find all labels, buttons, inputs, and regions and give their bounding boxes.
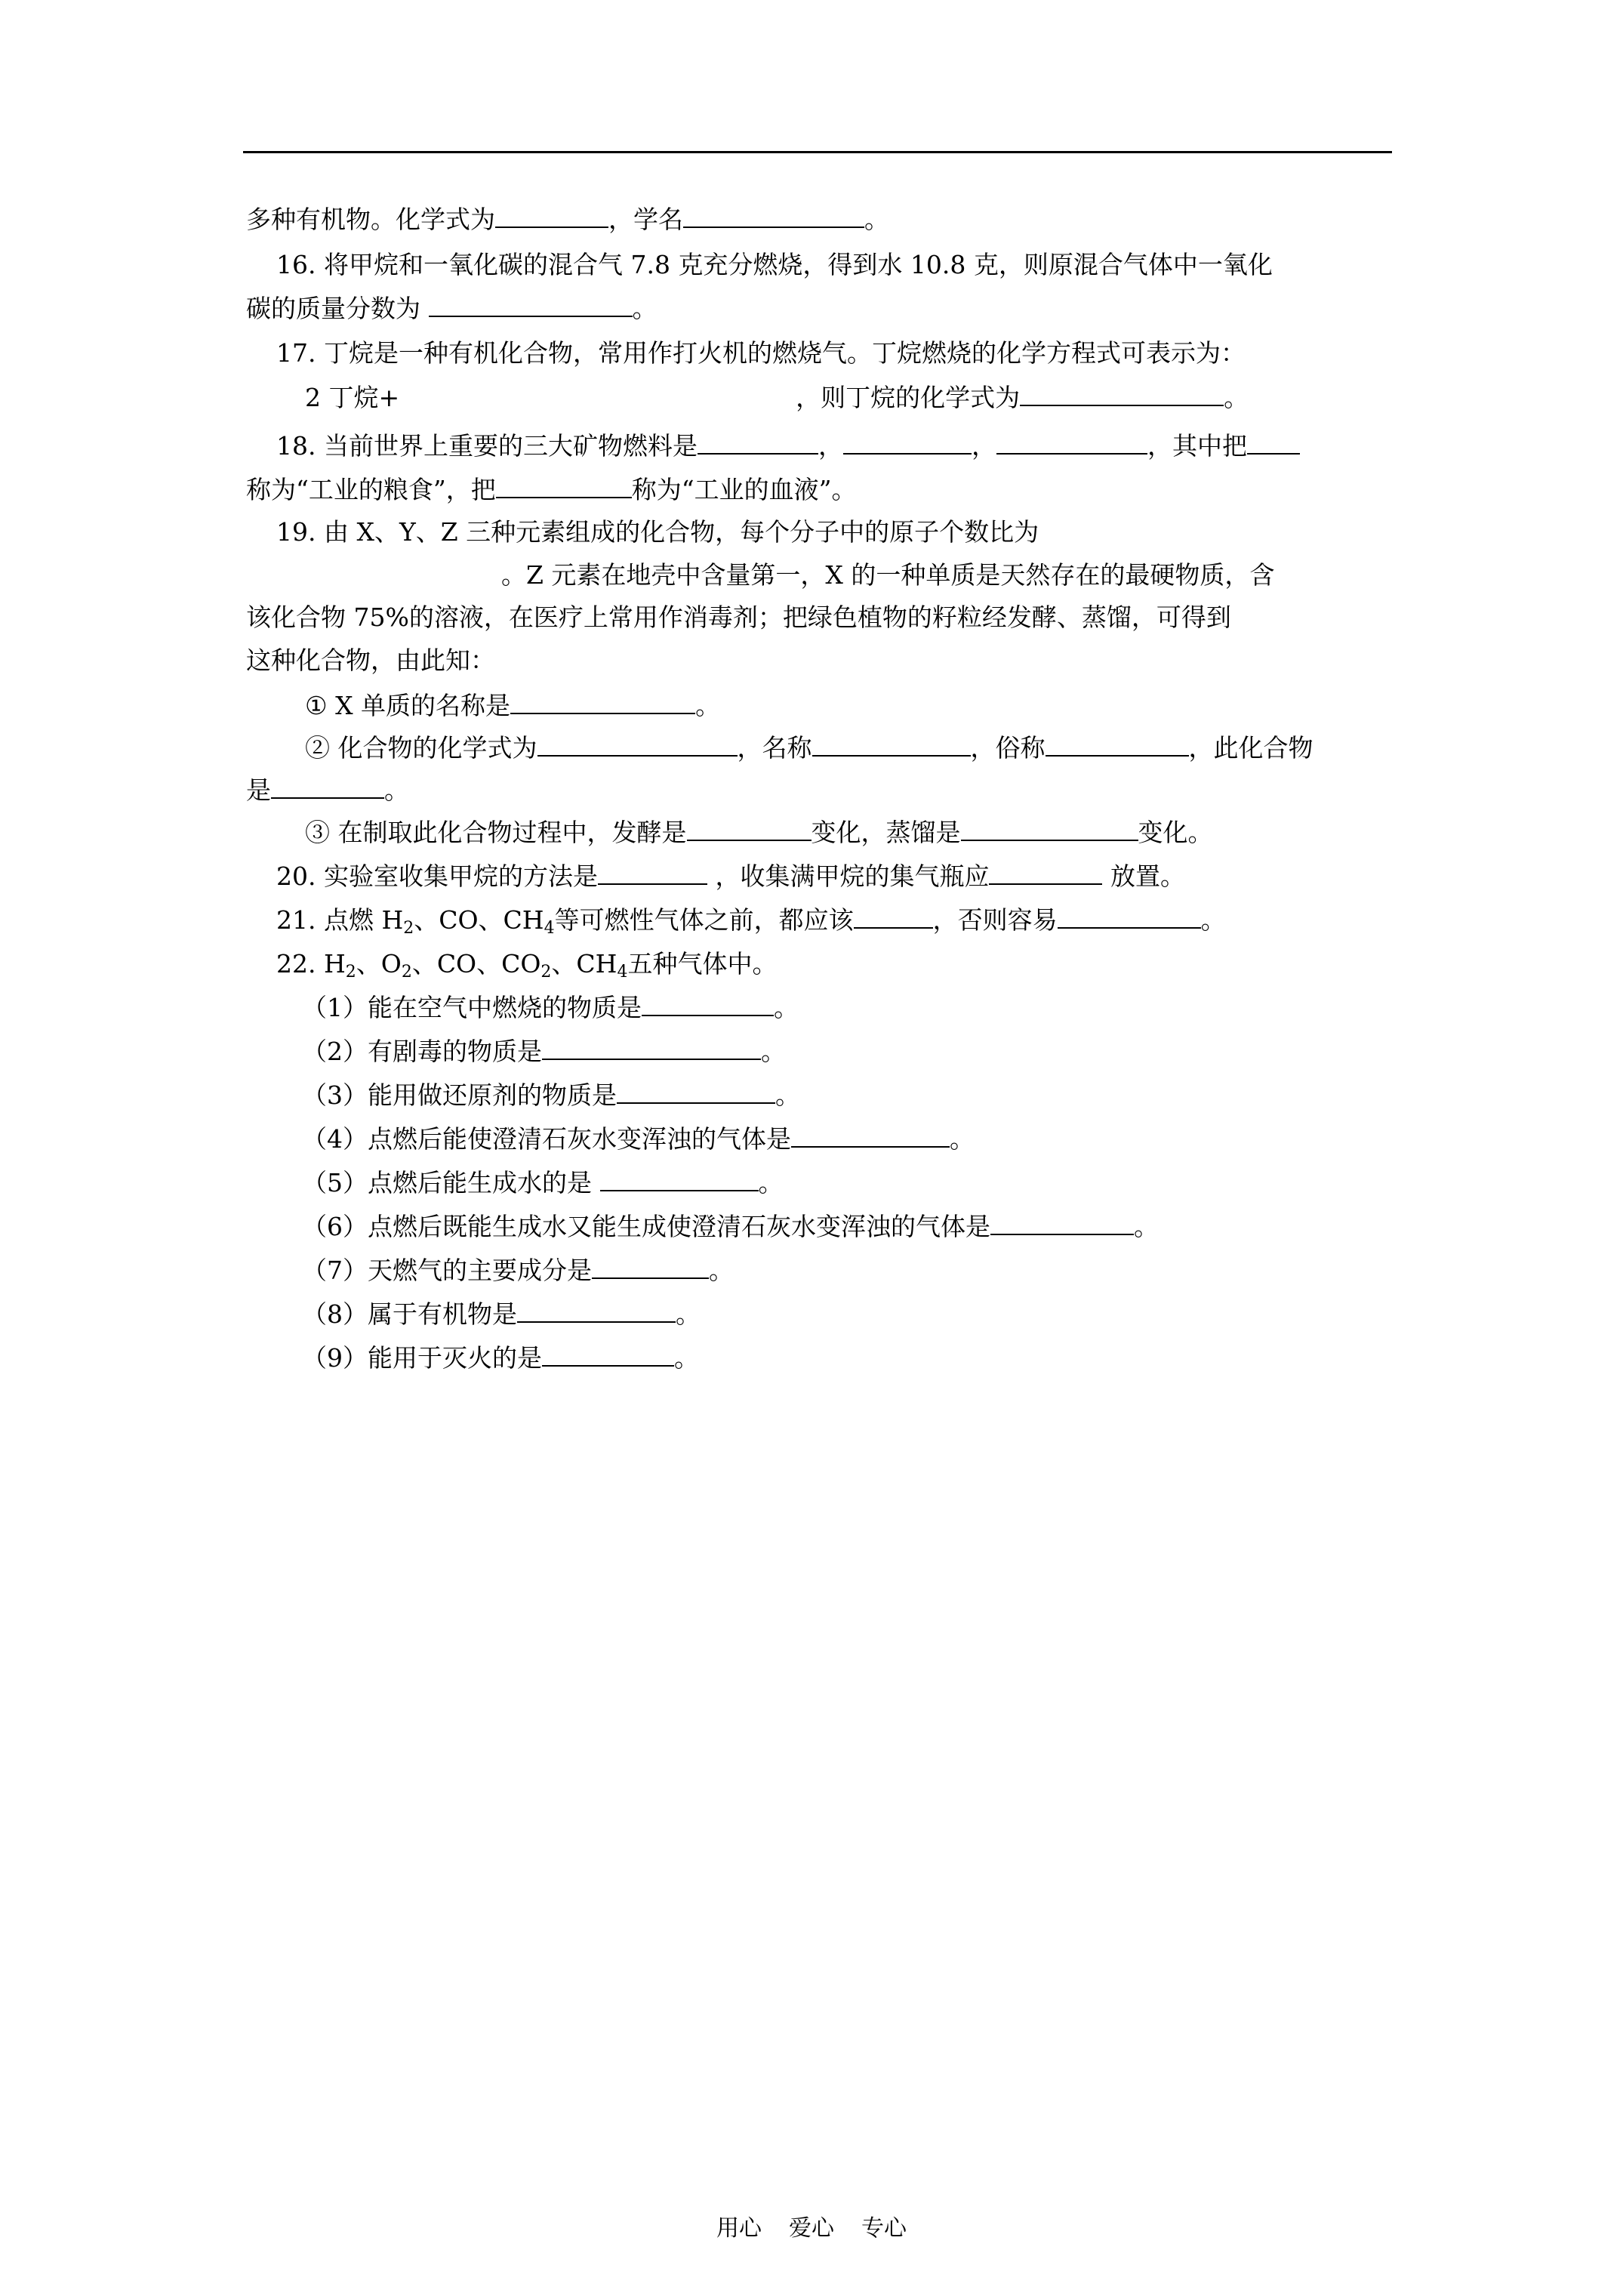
- text: 是: [246, 775, 271, 805]
- q16-line-2: [246, 293, 658, 325]
- text: （7）天燃气的主要成分是: [302, 1256, 592, 1285]
- blank[interactable]: [854, 906, 933, 929]
- text: ，收集满甲烷的集气瓶应: [715, 861, 990, 891]
- blank[interactable]: [429, 294, 633, 317]
- text: ，名称: [737, 733, 812, 763]
- q17-line-2: [305, 382, 1249, 414]
- text: 20. 实验室收集甲烷的方法是: [276, 861, 598, 891]
- text: 变化，蒸馏是: [811, 818, 961, 847]
- text: 多种有机物。化学式为: [246, 205, 495, 234]
- text: ，其中把: [1147, 431, 1247, 461]
- text: 、CO、CO: [411, 949, 541, 978]
- subscript: 4: [544, 919, 555, 938]
- subscript: 2: [403, 919, 414, 938]
- header-rule: [243, 151, 1392, 153]
- q22: [276, 948, 777, 980]
- text: （8）属于有机物是: [302, 1299, 517, 1329]
- q22-item-3: [302, 1080, 800, 1111]
- q22-item-4: [302, 1123, 975, 1155]
- text: 称为“工业的血液”。: [631, 475, 857, 504]
- line-1: [246, 204, 889, 236]
- text: 。Z 元素在地壳中含量第一，X 的一种单质是天然存在的最硬物质，含: [501, 560, 1275, 590]
- q19-line-3: [246, 602, 1231, 633]
- blank[interactable]: [698, 432, 818, 455]
- blank[interactable]: [1058, 906, 1201, 929]
- text: 。: [709, 1256, 734, 1285]
- text: （1）能在空气中燃烧的物质是: [302, 993, 642, 1022]
- text: 。: [1200, 905, 1226, 935]
- blank[interactable]: [961, 818, 1138, 841]
- text: ，此化合物: [1188, 733, 1313, 763]
- text: 碳的质量分数为: [246, 294, 420, 323]
- q18-line-2: [246, 474, 857, 506]
- text: ，学名: [608, 205, 683, 234]
- text: 称为“工业的粮食”，把: [246, 475, 496, 504]
- text: 18. 当前世界上重要的三大矿物燃料是: [276, 431, 698, 461]
- text: 22. H: [276, 949, 346, 978]
- q22-item-9: [302, 1342, 699, 1374]
- q19-line-1: [276, 516, 1039, 548]
- text: 放置。: [1110, 861, 1185, 891]
- text: （2）有剧毒的物质是: [302, 1037, 542, 1066]
- text: ，: [971, 431, 996, 461]
- q17-line-1: [276, 337, 1246, 369]
- text: 、CO、CH: [414, 905, 544, 935]
- blank[interactable]: [517, 1300, 676, 1323]
- text: ② 化合物的化学式为: [305, 733, 537, 763]
- text: （6）点燃后既能生成水又能生成使澄清石灰水变浑浊的气体是: [302, 1212, 990, 1241]
- blank[interactable]: [496, 476, 632, 498]
- subscript: 4: [617, 963, 628, 982]
- text: 。: [761, 1037, 786, 1066]
- text: ③ 在制取此化合物过程中，发酵是: [305, 818, 687, 847]
- text: 19. 由 X、Y、Z 三种元素组成的化合物，每个分子中的原子个数比为: [276, 517, 1039, 547]
- text: ，则丁烷的化学式为: [796, 383, 1021, 412]
- q22-item-7: [302, 1255, 734, 1287]
- subscript: 2: [540, 963, 552, 982]
- blank[interactable]: [542, 1344, 674, 1367]
- text: 。: [864, 205, 889, 234]
- blank[interactable]: [1046, 734, 1189, 757]
- text: 。: [1224, 383, 1249, 412]
- blank[interactable]: [1247, 432, 1300, 455]
- blank[interactable]: [600, 1169, 759, 1191]
- q19-line-2: [501, 559, 1274, 591]
- text: 16. 将甲烷和一氧化碳的混合气 7.8 克充分燃烧，得到水 10.8 克，则原混合气体中一氧化: [276, 250, 1273, 279]
- q18-line-1: [276, 430, 1300, 462]
- q20: [276, 861, 1185, 892]
- blank[interactable]: [791, 1125, 950, 1148]
- text: 21. 点燃 H: [276, 905, 404, 935]
- blank[interactable]: [812, 734, 971, 757]
- q21: [276, 905, 1226, 936]
- text: 。: [695, 691, 721, 720]
- text: ，: [818, 431, 843, 461]
- q19-line-4: [246, 645, 495, 676]
- q19-part-2-cont: [246, 775, 409, 806]
- q19-part-3: [305, 817, 1213, 849]
- q22-item-6: [302, 1211, 1159, 1243]
- text: 。: [950, 1124, 975, 1154]
- text: 。: [676, 1299, 701, 1329]
- text: 五种气体中。: [627, 949, 778, 978]
- text: 。: [774, 993, 799, 1022]
- footer-text: 用心: [716, 2215, 762, 2242]
- q19-part-1: [305, 690, 720, 722]
- q22-item-1: [302, 992, 799, 1024]
- blank[interactable]: [642, 994, 774, 1016]
- page-footer: [0, 2214, 1623, 2244]
- q22-item-5: [302, 1167, 784, 1199]
- blank[interactable]: [1020, 384, 1224, 406]
- blank[interactable]: [592, 1256, 709, 1279]
- text: ① X 单质的名称是: [305, 691, 511, 720]
- text: 。: [384, 775, 409, 805]
- q22-item-8: [302, 1299, 701, 1330]
- q16-line-1: [276, 249, 1273, 281]
- text: 、O: [356, 949, 402, 978]
- text: ，俗称: [970, 733, 1046, 763]
- blank[interactable]: [990, 1213, 1134, 1235]
- text: （9）能用于灭火的是: [302, 1343, 542, 1373]
- text: 2 丁烷+: [305, 383, 400, 412]
- text: （3）能用做还原剂的物质是: [302, 1080, 617, 1110]
- text: 、CH: [551, 949, 617, 978]
- blank[interactable]: [683, 205, 864, 228]
- text: （5）点燃后能生成水的是: [302, 1168, 592, 1197]
- text: 。: [775, 1080, 800, 1110]
- footer-text: 专心: [861, 2215, 907, 2242]
- q19-part-2: [305, 732, 1313, 764]
- blank[interactable]: [843, 432, 972, 455]
- text: （4）点燃后能使澄清石灰水变浑浊的气体是: [302, 1124, 791, 1154]
- blank[interactable]: [687, 818, 812, 841]
- blank[interactable]: [271, 776, 384, 799]
- subscript: 2: [401, 963, 412, 982]
- text: 。: [674, 1343, 699, 1373]
- text: 该化合物 75%的溶液，在医疗上常用作消毒剂；把绿色植物的籽粒经发酵、蒸馏，可得到: [246, 603, 1231, 632]
- blank[interactable]: [989, 862, 1102, 885]
- text: 17. 丁烷是一种有机化合物，常用作打火机的燃烧气。丁烷燃烧的化学方程式可表示为：: [276, 338, 1246, 368]
- blank[interactable]: [996, 432, 1147, 455]
- text: 变化。: [1138, 818, 1213, 847]
- blank[interactable]: [598, 862, 707, 885]
- blank[interactable]: [510, 692, 695, 714]
- subscript: 2: [345, 963, 356, 982]
- text: ，否则容易: [932, 905, 1058, 935]
- blank[interactable]: [495, 205, 608, 228]
- blank[interactable]: [542, 1037, 761, 1060]
- text: 。: [1134, 1212, 1159, 1241]
- blank[interactable]: [617, 1081, 775, 1104]
- footer-text: 爱心: [789, 2215, 834, 2242]
- blank[interactable]: [537, 734, 738, 757]
- text: 。: [632, 294, 658, 323]
- text: 等可燃性气体之前，都应该: [554, 905, 854, 935]
- text: 这种化合物，由此知：: [246, 646, 495, 675]
- q22-item-2: [302, 1036, 786, 1068]
- text: 。: [758, 1168, 784, 1197]
